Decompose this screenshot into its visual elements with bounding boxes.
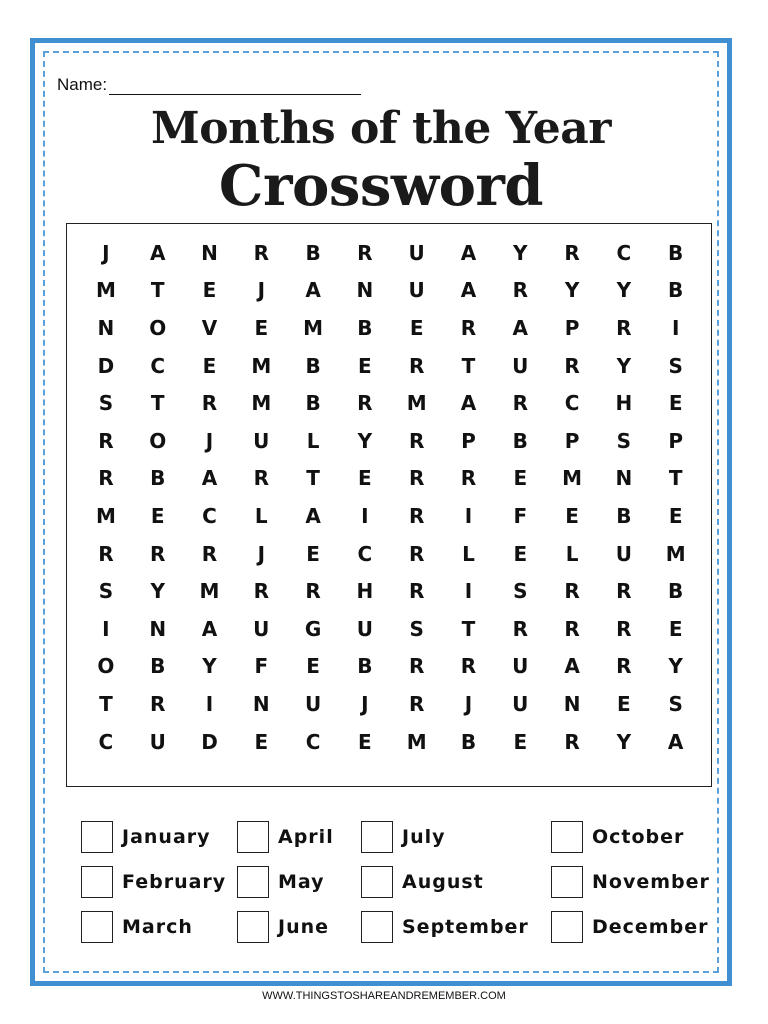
grid-letter[interactable]: J [361,691,369,716]
grid-letter[interactable]: E [254,315,269,340]
grid-letter[interactable]: O [97,654,115,679]
grid-letter[interactable]: T [99,691,113,716]
grid-letter[interactable]: E [409,315,424,340]
word-label: May [278,871,325,893]
grid-letter[interactable]: F [513,503,528,528]
grid-letter[interactable]: S [513,579,528,604]
word-item-september[interactable] [361,908,529,946]
grid-letter[interactable]: E [358,466,372,491]
grid-letter[interactable]: R [512,391,528,416]
grid-letter[interactable]: E [513,541,528,566]
grid-letter[interactable]: U [253,616,270,641]
grid-letter[interactable]: R [201,541,218,566]
word-label: December [592,916,709,938]
grid-letter[interactable]: A [149,240,166,265]
grid-letter[interactable]: A [305,503,321,528]
grid-letter[interactable]: E [358,729,372,754]
grid-letter[interactable]: Y [616,353,632,378]
grid-letter[interactable]: E [358,353,372,378]
grid-letter[interactable]: M [406,729,427,754]
grid-letter[interactable]: L [254,503,268,528]
grid-letter[interactable]: J [257,278,266,303]
grid-letter[interactable]: R [512,278,528,303]
grid-letter[interactable]: S [409,616,424,641]
grid-letter[interactable]: R [616,315,632,340]
grid-letter[interactable]: R [460,466,477,491]
grid-letter[interactable]: E [617,691,631,716]
grid-letter[interactable]: U [512,353,529,378]
grid-letter[interactable]: E [306,654,320,679]
grid-letter[interactable]: I [102,616,110,641]
grid-letter[interactable]: M [303,315,324,340]
grid-letter[interactable]: R [98,466,114,491]
letter-grid [80,234,700,760]
grid-letter[interactable]: R [408,691,425,716]
grid-letter[interactable]: J [464,691,473,716]
grid-letter[interactable]: R [408,541,425,566]
grid-letter[interactable]: M [665,541,686,566]
grid-letter[interactable]: H [356,579,374,604]
checkbox[interactable] [361,821,393,853]
grid-letter[interactable]: M [199,579,220,604]
grid-letter[interactable]: U [149,729,166,754]
grid-letter[interactable]: S [668,353,683,378]
letter-grid-box [66,223,712,787]
grid-letter[interactable]: E [306,541,320,566]
grid-letter[interactable]: M [562,466,583,491]
grid-letter[interactable]: A [512,315,529,340]
grid-letter[interactable]: A [201,616,218,641]
grid-letter[interactable]: O [149,428,167,453]
grid-letter[interactable]: Y [150,579,165,604]
grid-letter[interactable]: Y [668,654,683,679]
word-label: June [278,916,330,938]
grid-letter[interactable]: B [668,579,684,604]
grid-letter[interactable]: O [149,315,167,340]
grid-letter[interactable]: E [254,729,269,754]
grid-letter[interactable]: E [668,616,683,641]
grid-letter[interactable]: Y [202,654,217,679]
grid-letter[interactable]: E [150,503,165,528]
grid-letter[interactable]: R [564,616,580,641]
grid-letter[interactable]: R [98,428,114,453]
grid-letter[interactable]: E [668,503,683,528]
word-label: March [122,916,193,938]
grid-letter[interactable]: M [95,503,116,528]
grid-letter[interactable]: J [102,240,110,265]
word-item-december[interactable] [551,908,708,946]
grid-letter[interactable]: T [461,616,476,641]
grid-letter[interactable]: A [460,391,477,416]
word-item-august[interactable] [361,863,484,901]
grid-letter[interactable]: N [356,278,374,303]
grid-letter[interactable]: N [201,240,218,265]
grid-letter[interactable]: R [201,391,218,416]
grid-letter[interactable]: C [305,729,321,754]
grid-letter[interactable]: I [361,503,369,528]
grid-letter[interactable]: R [460,315,477,340]
grid-letter[interactable]: I [464,503,473,528]
grid-letter[interactable]: R [98,541,114,566]
grid-letter[interactable]: R [460,654,477,679]
word-label: November [592,871,710,893]
grid-letter[interactable]: M [406,391,427,416]
grid-letter[interactable]: L [462,541,475,566]
word-label: July [402,826,446,848]
grid-letter[interactable]: N [252,691,270,716]
grid-letter[interactable]: A [460,240,477,265]
grid-letter[interactable]: R [616,654,632,679]
grid-letter[interactable]: R [512,616,528,641]
grid-letter[interactable]: S [668,691,683,716]
grid-letter[interactable]: R [253,466,269,491]
grid-letter[interactable]: Y [616,729,632,754]
word-label: September [402,916,529,938]
grid-letter[interactable]: U [304,691,322,716]
checkbox[interactable] [81,821,113,853]
grid-letter[interactable]: E [668,391,683,416]
grid-letter[interactable]: C [98,729,114,754]
grid-letter[interactable]: V [201,315,218,340]
grid-letter[interactable]: C [150,353,166,378]
grid-letter[interactable]: B [616,503,632,528]
grid-letter[interactable]: U [512,654,529,679]
grid-letter[interactable]: S [98,579,114,604]
grid-letter[interactable]: M [95,278,116,303]
grid-letter[interactable]: P [461,428,476,453]
word-item-november[interactable] [551,863,710,901]
grid-letter[interactable]: Y [357,428,373,453]
grid-letter[interactable]: R [564,579,580,604]
footer-url: WWW.THINGSTOSHAREANDREMEMBER.COM [262,990,506,1002]
word-item-march[interactable] [81,908,193,946]
grid-letter[interactable]: Y [564,278,580,303]
grid-letter[interactable]: M [251,353,272,378]
checkbox[interactable] [551,911,583,943]
grid-letter[interactable]: T [461,353,476,378]
grid-letter[interactable]: C [616,240,632,265]
word-item-april[interactable] [237,818,334,856]
grid-letter[interactable]: D [201,729,218,754]
grid-letter[interactable]: E [202,278,217,303]
grid-letter[interactable]: S [98,391,114,416]
dashed-inner-border [43,51,719,973]
grid-letter[interactable]: R [408,466,425,491]
word-label: February [122,871,227,893]
grid-letter[interactable]: R [408,503,425,528]
grid-letter[interactable]: T [150,278,165,303]
grid-letter[interactable]: C [357,541,373,566]
grid-letter[interactable]: P [564,428,580,453]
grid-letter[interactable]: J [205,428,214,453]
grid-letter[interactable]: A [564,654,580,679]
grid-letter[interactable]: N [149,616,167,641]
grid-letter[interactable]: T [150,391,165,416]
grid-letter[interactable]: Y [616,278,632,303]
grid-letter[interactable]: B [460,729,477,754]
name-label: Name: [57,75,108,94]
word-label: August [402,871,484,893]
grid-letter[interactable]: R [408,353,425,378]
grid-letter[interactable]: P [668,428,683,453]
worksheet-subtitle: Crossword [218,153,544,219]
grid-letter[interactable]: H [615,391,633,416]
grid-letter[interactable]: F [254,654,269,679]
grid-letter[interactable]: R [357,240,373,265]
page-border [30,38,732,986]
checkbox[interactable] [361,911,393,943]
grid-letter[interactable]: T [306,466,320,491]
grid-letter[interactable]: B [150,466,166,491]
grid-letter[interactable]: M [251,391,272,416]
word-list [81,818,721,958]
grid-letter[interactable]: U [253,428,270,453]
grid-letter[interactable]: U [356,616,373,641]
checkbox[interactable] [361,866,393,898]
word-item-may[interactable] [237,863,325,901]
grid-letter[interactable]: A [667,729,684,754]
grid-letter[interactable]: R [564,353,580,378]
grid-letter[interactable]: R [149,541,166,566]
grid-letter[interactable]: R [408,654,425,679]
grid-letter[interactable]: L [565,541,579,566]
grid-letter[interactable]: E [565,503,579,528]
grid-letter[interactable]: D [97,353,115,378]
word-item-june[interactable] [237,908,329,946]
grid-letter[interactable]: G [304,616,322,641]
grid-letter[interactable]: C [202,503,217,528]
grid-letter[interactable]: P [564,315,580,340]
grid-letter[interactable]: B [357,315,373,340]
grid-letter[interactable]: C [564,391,580,416]
grid-letter[interactable]: B [668,240,684,265]
grid-letter[interactable]: I [205,691,214,716]
grid-letter[interactable]: R [357,391,373,416]
grid-letter[interactable]: R [149,691,166,716]
grid-letter[interactable]: B [150,654,166,679]
grid-letter[interactable]: R [253,240,269,265]
word-label: April [278,826,334,848]
grid-letter[interactable]: L [306,428,320,453]
grid-letter[interactable]: R [305,579,321,604]
grid-letter[interactable]: B [305,391,321,416]
grid-letter[interactable]: A [305,278,321,303]
grid-letter[interactable]: I [671,315,680,340]
grid-letter[interactable]: B [668,278,684,303]
grid-letter[interactable]: I [464,579,473,604]
grid-letter[interactable]: U [408,278,425,303]
grid-letter[interactable]: E [513,466,528,491]
grid-letter[interactable]: U [615,541,632,566]
grid-letter[interactable]: R [408,428,425,453]
checkbox[interactable] [81,866,113,898]
grid-letter[interactable]: B [305,240,321,265]
worksheet-title: Months of the Year [151,103,611,154]
grid-letter[interactable]: S [616,428,632,453]
grid-letter[interactable]: N [615,466,633,491]
word-item-july[interactable] [361,818,446,856]
grid-letter[interactable]: N [97,315,115,340]
grid-letter[interactable]: R [616,616,632,641]
grid-letter[interactable]: B [512,428,528,453]
name-input-line[interactable] [109,78,361,95]
word-item-october[interactable] [551,818,684,856]
grid-letter[interactable]: Y [513,240,528,265]
grid-letter[interactable]: R [408,579,425,604]
grid-letter[interactable]: R [253,579,269,604]
grid-letter[interactable]: N [563,691,581,716]
grid-letter[interactable]: A [201,466,218,491]
checkbox[interactable] [551,866,583,898]
checkbox[interactable] [81,911,113,943]
grid-letter[interactable]: B [305,353,321,378]
grid-letter[interactable]: R [564,240,580,265]
word-label: January [122,826,211,848]
grid-letter[interactable]: U [408,240,425,265]
word-item-february[interactable] [81,863,226,901]
checkbox[interactable] [551,821,583,853]
grid-letter[interactable]: R [564,729,580,754]
grid-letter[interactable]: E [202,353,217,378]
word-label: October [592,826,685,848]
word-item-january[interactable] [81,818,211,856]
grid-letter[interactable]: E [513,729,528,754]
grid-letter[interactable]: R [616,579,632,604]
grid-letter[interactable]: U [512,691,529,716]
checkbox[interactable] [237,911,269,943]
name-field-row [57,75,361,95]
grid-letter[interactable]: J [257,541,266,566]
grid-letter[interactable]: T [668,466,683,491]
grid-letter[interactable]: B [357,654,373,679]
checkbox[interactable] [237,821,269,853]
checkbox[interactable] [237,866,269,898]
grid-letter[interactable]: A [460,278,477,303]
